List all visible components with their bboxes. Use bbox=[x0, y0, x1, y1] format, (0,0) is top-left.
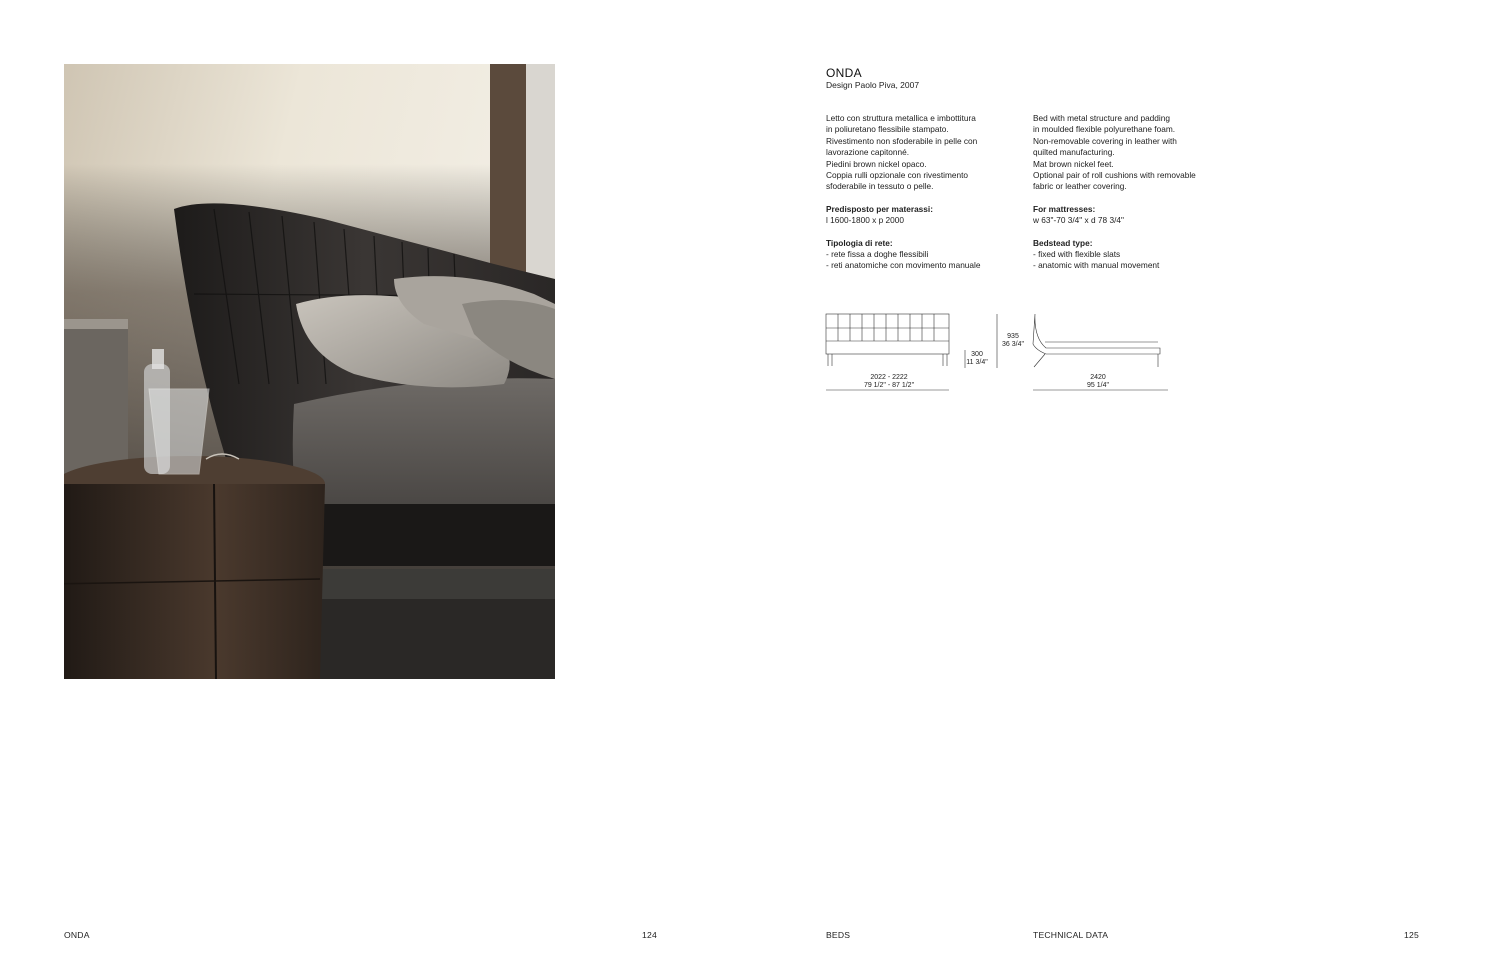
head-height-label bbox=[996, 333, 1030, 348]
bed-photo-illustration bbox=[64, 64, 555, 679]
bed-height-in: 11 3/4" bbox=[966, 358, 988, 366]
mattress-heading: Predisposto per materassi: bbox=[826, 203, 933, 214]
footer-left-page-number: 124 bbox=[642, 930, 657, 940]
footer-left-label: ONDA bbox=[64, 930, 90, 940]
bedstead-type-heading: Tipologia di rete: bbox=[826, 237, 893, 248]
bed-photo bbox=[64, 64, 555, 679]
description-line: Mat brown nickel feet. bbox=[1033, 158, 1114, 169]
mattress-value: l 1600-1800 x p 2000 bbox=[826, 215, 904, 226]
description-line: Piedini brown nickel opaco. bbox=[826, 158, 927, 169]
front-width-in: 79 1/2" - 87 1/2" bbox=[863, 381, 915, 389]
description-line: Non-removable covering in leather with bbox=[1033, 135, 1177, 146]
mattress-value: w 63"-70 3/4" x d 78 3/4" bbox=[1033, 215, 1124, 226]
bed-height-label bbox=[960, 351, 994, 366]
footer-subsection-label: TECHNICAL DATA bbox=[1033, 930, 1109, 940]
description-line: in poliuretano flessibile stampato. bbox=[826, 124, 949, 135]
technical-drawings bbox=[820, 306, 1180, 398]
description-line: in moulded flexible polyurethane foam. bbox=[1033, 124, 1176, 135]
head-height-in: 36 3/4" bbox=[1002, 340, 1024, 348]
description-line: Rivestimento non sfoderabile in pelle con bbox=[826, 135, 978, 146]
side-length-mm: 2420 bbox=[1090, 374, 1106, 381]
bedstead-type-heading: Bedstead type: bbox=[1033, 237, 1093, 248]
side-length-label bbox=[1076, 374, 1120, 389]
description-line: Bed with metal structure and padding bbox=[1033, 113, 1170, 123]
english-description-column bbox=[1033, 113, 1233, 272]
description-line: quilted manufacturing. bbox=[1033, 147, 1115, 158]
description-line: sfoderabile in tessuto o pelle. bbox=[826, 181, 934, 192]
mattress-heading: For mattresses: bbox=[1033, 203, 1096, 214]
front-width-mm: 2022 - 2222 bbox=[870, 374, 908, 381]
front-view-headboard bbox=[826, 314, 949, 354]
front-width-label bbox=[858, 374, 920, 389]
product-designer: Design Paolo Piva, 2007 bbox=[826, 80, 920, 90]
description-line: fabric or leather covering. bbox=[1033, 181, 1127, 192]
bedstead-type-item: - anatomic with manual movement bbox=[1033, 260, 1160, 271]
footer-right-page-number: 125 bbox=[1404, 930, 1419, 940]
footer-section-label: BEDS bbox=[826, 930, 851, 940]
description-line: lavorazione capitonné. bbox=[826, 147, 910, 158]
description-line: Coppia rulli opzionale con rivestimento bbox=[826, 170, 969, 181]
side-length-in: 95 1/4" bbox=[1087, 381, 1109, 389]
product-title: ONDA bbox=[826, 66, 862, 80]
bedstead-type-item: - fixed with flexible slats bbox=[1033, 249, 1121, 260]
head-height-mm: 935 bbox=[1007, 333, 1019, 340]
side-view-profile bbox=[1033, 314, 1160, 354]
front-view-quilting bbox=[826, 314, 949, 341]
bed-height-mm: 300 bbox=[971, 351, 983, 358]
description-line: Optional pair of roll cushions with removable bbox=[1033, 170, 1196, 181]
italian-description-column bbox=[826, 113, 1026, 272]
description-line: Letto con struttura metallica e imbottitura bbox=[826, 113, 976, 123]
bedstead-type-item: - reti anatomiche con movimento manuale bbox=[826, 260, 981, 271]
bedstead-type-item: - rete fissa a doghe flessibili bbox=[826, 249, 929, 260]
